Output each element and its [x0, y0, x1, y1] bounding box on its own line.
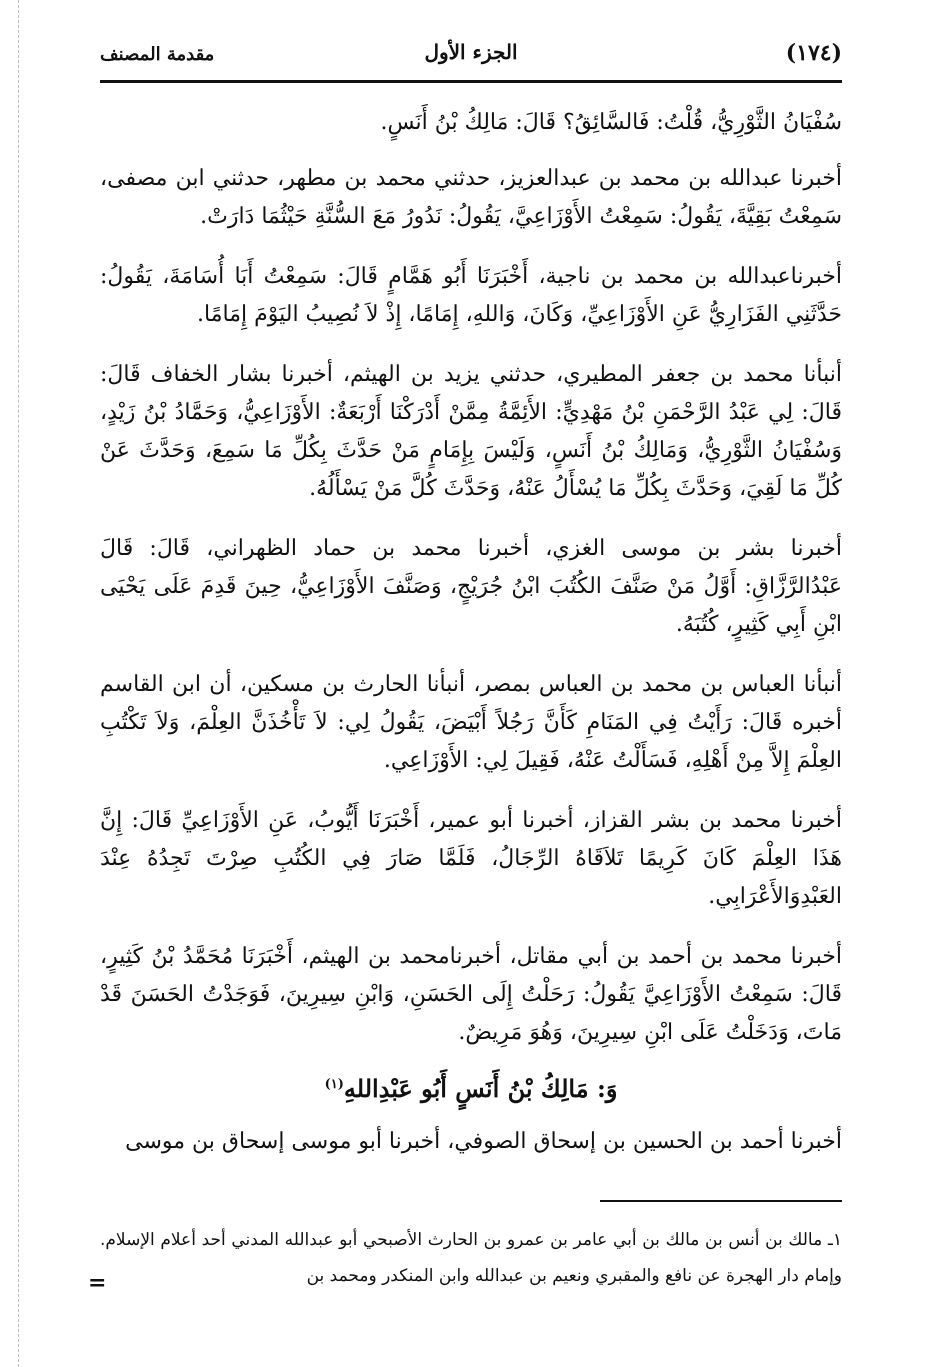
footnote-reference: (١) — [324, 1077, 344, 1092]
page-number: (١٧٤) — [785, 40, 842, 66]
paragraph: أخبرناعبدالله بن محمد بن ناجية، أَخْبَرَنَا أَبُو هَمَّامٍ قَالَ: سَمِعْتُ أَبَا أُسَامَةَ، يَقُولُ: حَدَّثَنِي الفَزَارِيُّ عَنِ الأَوْزَاعِيِّ، وَكَانَ، وَاللهِ، إِمَامًا، إِذْ لاَ نُصِيبُ اليَوْمَ إِمَامًا. — [100, 264, 842, 327]
page-body — [100, 104, 842, 1183]
book-title: مقدمة المصنف — [100, 44, 215, 65]
paragraph: أخبرنا بشر بن موسى الغزي، أخبرنا محمد بن حماد الظهراني، قَالَ: قَالَ عَبْدُالرَّزَّاقِ: أَوَّلُ مَنْ صَنَّفَ الكُتُبَ ابْنُ جُرَيْجٍ، وَصَنَّفَ الأَوْزَاعِيُّ، حِينَ قَدِمَ عَلَى يَحْيَى ابْنِ أَبِي كَثِيرٍ، كُتُبَهُ. — [100, 536, 842, 637]
paragraph: أنبأنا محمد بن جعفر المطيري، حدثني يزيد بن الهيثم، أخبرنا بشار الخفاف قَالَ: قَالَ: لِي عَبْدُ الرَّحْمَنِ بْنُ مَهْدِيٍّ: الأَئِمَّةُ مِمَّنْ أَدْرَكْنَا أَرْبَعَةٌ: الأَوْزَاعِيُّ، وَحَمَّادُ بْنُ زَيْدٍ، وَسُفْيَانُ الثَّوْرِيُّ، وَمَالِكُ بْنُ أَنَسٍ، وَلَيْسَ بِإِمَامٍ مَنْ حَدَّثَ بِكُلِّ مَا سَمِعَ، وَحَدَّثَ عَنْ كُلِّ مَا لَقِيَ، وَحَدَّثَ بِكُلِّ مَا يُسْأَلُ عَنْهُ، وَحَدَّثَ كُلَّ مَنْ يَسْأَلُهُ. — [100, 362, 842, 501]
continuation-mark: = — [88, 1270, 107, 1296]
heading-text: وَ: مَالِكُ بْنُ أَنَسٍ أَبُو عَبْدِاللهِ — [343, 1074, 618, 1103]
page-header — [100, 40, 842, 80]
footnotes — [100, 1222, 842, 1294]
footnote: ١ـ مالك بن أنس بن مالك بن أبي عامر بن عمرو بن الحارث الأصبحي أبو عبدالله المدني أحد أعلام الإسلام. وإمام دار الهجرة عن نافع والمقبري ونعيم بن عبدالله وابن المنكدر ومحمد بن — [100, 1230, 842, 1286]
section-title: الجزء الأول — [424, 40, 518, 64]
paragraph: أخبرنا محمد بن بشر القزاز، أخبرنا أبو عمير، أَخْبَرَنَا أَيُّوبُ، عَنِ الأَوْزَاعِيِّ قَالَ: إِنَّ هَذَا العِلْمَ كَانَ كَرِيمًا تَلاَقَاهُ الرِّجَالُ، فَلَمَّا صَارَ فِي الكُتُبِ صِرْتَ تَجِدُهُ عِنْدَ العَبْدِوَالأَعْرَابِي. — [100, 808, 842, 909]
paragraph: أنبأنا العباس بن محمد بن العباس بمصر، أنبأنا الحارث بن مسكين، أن ابن القاسم أخبره قَالَ: رَأَيْتُ فِي المَنَامِ كَأَنَّ رَجُلاً أَبْيَضَ، يَقُولُ لِي: لاَ تَأْخُذَنَّ العِلْمَ، وَلاَ تَكْتُبِ العِلْمَ إِلاَّ مِنْ أَهْلِهِ، فَسَأَلْتُ عَنْهُ، فَقِيلَ لِي: الأَوْزَاعِي. — [100, 672, 842, 773]
paragraph: أخبرنا عبدالله بن محمد بن عبدالعزيز، حدثني محمد بن مطهر، حدثني ابن مصفى، سَمِعْتُ بَقِيَّةَ، يَقُولُ: سَمِعْتُ الأَوْزَاعِيَّ، يَقُولُ: نَدُورُ مَعَ السُّنَّةِ حَيْثُمَا دَارَتْ. — [100, 166, 842, 229]
page-edge-guide — [18, 0, 20, 1367]
paragraph: أخبرنا أحمد بن الحسين بن إسحاق الصوفي، أخبرنا أبو موسى إسحاق بن موسى — [125, 1129, 842, 1154]
header-rule — [100, 80, 842, 83]
section-heading — [100, 1074, 842, 1103]
paragraph: سُفْيَانُ الثَّوْرِيُّ، قُلْتُ: فَالسَّائِقُ؟ قَالَ: مَالِكُ بْنُ أَنَسٍ. — [380, 110, 842, 135]
footnote-rule — [600, 1200, 842, 1202]
paragraph: أخبرنا محمد بن أحمد بن أبي مقاتل، أخبرنامحمد بن الهيثم، أَخْبَرَنَا مُحَمَّدُ بْنُ كَثِيرٍ، قَالَ: سَمِعْتُ الأَوْزَاعِيَّ يَقُولُ: رَحَلْتُ إِلَى الحَسَنِ، وَابْنِ سِيرِينَ، فَوَجَدْتُ الحَسَنَ قَدْ مَاتَ، وَدَخَلْتُ عَلَى ابْنِ سِيرِينَ، وَهُوَ مَرِيضٌ. — [100, 944, 842, 1045]
